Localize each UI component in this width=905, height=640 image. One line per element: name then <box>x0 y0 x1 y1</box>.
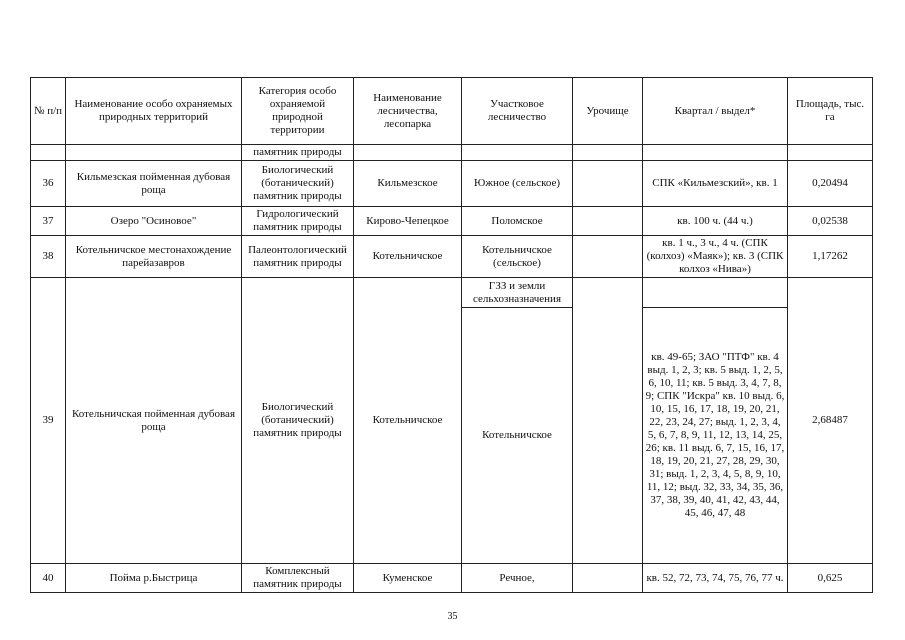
cell-category: Биологический (ботанический) памятник природы <box>242 278 354 564</box>
cell-tract <box>573 207 643 236</box>
cell-tract <box>573 564 643 593</box>
cell-quarter: СПК «Кильмезский», кв. 1 <box>643 161 788 207</box>
cell-category: Гидрологический памятник природы <box>242 207 354 236</box>
cell-area: 0,625 <box>788 564 873 593</box>
cell-name: Котельничская пойменная дубовая роща <box>66 278 242 564</box>
table-row <box>31 236 873 278</box>
cell-area: 1,17262 <box>788 236 873 278</box>
cell-forestry: Котельничское <box>354 278 462 564</box>
cell-forestry: Куменское <box>354 564 462 593</box>
header-tract: Урочище <box>573 78 643 145</box>
header-num: № п/п <box>31 78 66 145</box>
table-row <box>31 207 873 236</box>
cell-district: Котельничское <box>462 308 573 564</box>
cell-district: ГЗЗ и земли сельхозназначения <box>462 278 573 308</box>
cell-category: Палеонтологический памятник природы <box>242 236 354 278</box>
protected-areas-table <box>30 77 873 593</box>
cell-quarter: кв. 49-65; ЗАО "ПТФ" кв. 4 выд. 1, 2, 3; кв. 5 выд. 1, 2, 5, 6, 10, 11; кв. 5 выд. 3, 4, 7, 8, 9; СПК "Искра" кв. 10 выд. 6, 10, 15, 16, 17, 18, 19, 20, 21, 22, 23, 24, 27; выд. 1, 2, 3, 4, 5, 6, 7, 8, 9, 11, 12, 13, 14, 25, 26; кв. 11 выд. 6, 7, 15, 16, 17, 18, 19, 20, 21, 27, 28, 29, 30, 31; выд. 1, 2, 3, 4, 5, 8, 9, 10, 11, 12; выд. 32, 33, 34, 35, 36, 37, 38, 39, 40, 41, 42, 43, 44, 45, 46, 47, 48 <box>643 308 788 564</box>
cell-forestry: Кирово-Чепецкое <box>354 207 462 236</box>
header-district: Участковое лесничество <box>462 78 573 145</box>
table-row <box>31 161 873 207</box>
cell-forestry: Котельничское <box>354 236 462 278</box>
cell-district: Поломское <box>462 207 573 236</box>
cell-empty <box>66 145 242 161</box>
header-quarter: Квартал / выдел* <box>643 78 788 145</box>
header-category: Категория особо охраняемой природной территории <box>242 78 354 145</box>
cell-name: Пойма р.Быстрица <box>66 564 242 593</box>
table-row-continuation <box>31 145 873 161</box>
header-name: Наименование особо охраняемых природных территорий <box>66 78 242 145</box>
cell-tract <box>573 278 643 564</box>
cell-quarter: кв. 100 ч. (44 ч.) <box>643 207 788 236</box>
cell-forestry: Кильмезское <box>354 161 462 207</box>
cell-num: 37 <box>31 207 66 236</box>
cell-area: 2,68487 <box>788 278 873 564</box>
table-header-row <box>31 78 873 145</box>
cell-continuation-category: памятник природы <box>242 145 354 161</box>
cell-empty <box>643 145 788 161</box>
cell-name: Котельничское местонахождение парейазавров <box>66 236 242 278</box>
cell-area: 0,02538 <box>788 207 873 236</box>
header-forestry: Наименование лесничества, лесопарка <box>354 78 462 145</box>
cell-name: Кильмезская пойменная дубовая роща <box>66 161 242 207</box>
cell-quarter: кв. 1 ч., 3 ч., 4 ч. (СПК (колхоз) «Маяк»); кв. 3 (СПК колхоз «Нива») <box>643 236 788 278</box>
cell-empty <box>573 145 643 161</box>
cell-tract <box>573 236 643 278</box>
header-area: Площадь, тыс. га <box>788 78 873 145</box>
cell-name: Озеро "Осиновое" <box>66 207 242 236</box>
cell-category: Комплексный памятник природы <box>242 564 354 593</box>
cell-category: Биологический (ботанический) памятник природы <box>242 161 354 207</box>
cell-district: Котельничское (сельское) <box>462 236 573 278</box>
cell-empty <box>354 145 462 161</box>
cell-quarter <box>643 278 788 308</box>
cell-num: 38 <box>31 236 66 278</box>
cell-empty <box>462 145 573 161</box>
cell-quarter: кв. 52, 72, 73, 74, 75, 76, 77 ч. <box>643 564 788 593</box>
cell-num: 40 <box>31 564 66 593</box>
cell-empty <box>788 145 873 161</box>
cell-district: Южное (сельское) <box>462 161 573 207</box>
cell-num: 36 <box>31 161 66 207</box>
cell-empty <box>31 145 66 161</box>
table-row <box>31 278 873 308</box>
cell-num: 39 <box>31 278 66 564</box>
table-row <box>31 564 873 593</box>
cell-district: Речное, <box>462 564 573 593</box>
page-number: 35 <box>447 611 458 622</box>
cell-area: 0,20494 <box>788 161 873 207</box>
cell-tract <box>573 161 643 207</box>
